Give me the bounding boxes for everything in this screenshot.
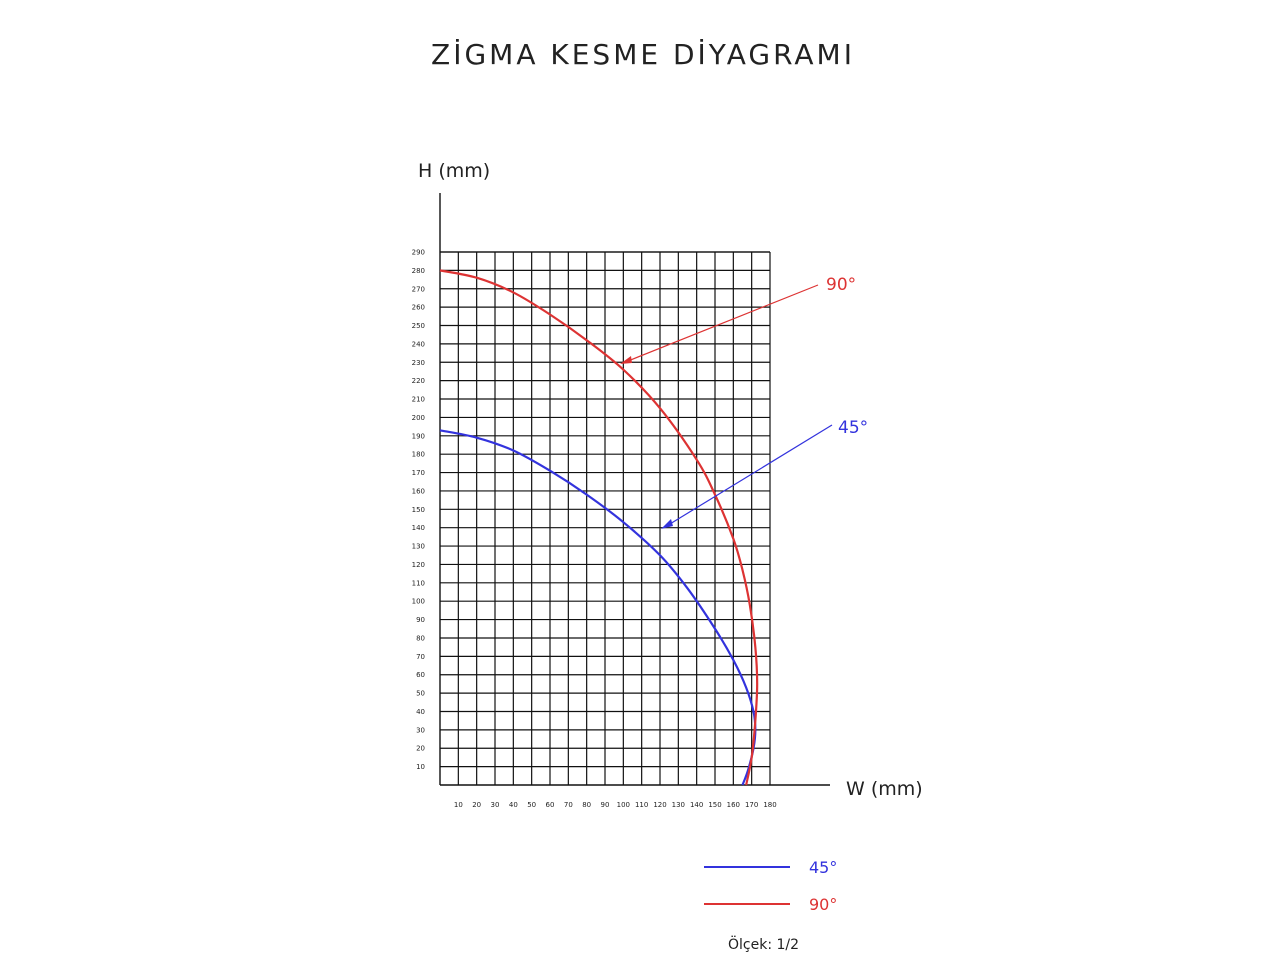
y-tick-label: 190 <box>411 432 425 441</box>
x-tick-labels <box>454 801 777 809</box>
callout-90-label: 90° <box>826 275 857 295</box>
chart-title: ZİGMA KESME DİYAGRAMI <box>431 38 855 71</box>
y-tick-label: 270 <box>411 285 425 294</box>
y-tick-label: 170 <box>411 469 425 478</box>
series-line-0 <box>440 430 755 785</box>
grid <box>440 252 770 785</box>
axes <box>440 193 830 785</box>
y-tick-label: 70 <box>416 652 425 661</box>
x-tick-label: 90 <box>600 801 610 809</box>
y-tick-label: 220 <box>411 377 425 386</box>
y-tick-label: 30 <box>416 726 425 735</box>
callout-45-leader <box>665 425 832 527</box>
y-tick-label: 120 <box>411 560 425 569</box>
y-tick-label: 40 <box>416 707 425 716</box>
y-tick-label: 140 <box>411 524 425 533</box>
y-tick-label: 100 <box>411 597 425 606</box>
x-tick-label: 150 <box>708 801 722 809</box>
y-axis-title: H (mm) <box>418 160 491 182</box>
callout-90-leader <box>623 285 818 363</box>
y-tick-label: 80 <box>416 634 425 643</box>
y-tick-label: 20 <box>416 744 425 753</box>
y-tick-label: 180 <box>411 450 425 459</box>
y-tick-labels <box>412 249 425 772</box>
y-tick-label: 210 <box>411 395 425 404</box>
legend <box>704 858 837 914</box>
legend-label-45: 45° <box>809 858 838 877</box>
y-tick-label: 200 <box>411 413 425 422</box>
x-tick-label: 10 <box>453 801 463 809</box>
y-tick-label: 90 <box>416 616 425 625</box>
x-tick-label: 100 <box>616 801 631 809</box>
x-axis-title: W (mm) <box>846 778 923 800</box>
callout-90-arrowhead <box>620 356 632 364</box>
y-tick-label: 160 <box>411 487 425 496</box>
y-tick-label: 60 <box>416 671 425 680</box>
x-tick-label: 170 <box>744 801 759 809</box>
y-tick-label: 50 <box>416 689 425 698</box>
x-tick-label: 50 <box>527 801 537 809</box>
x-tick-label: 160 <box>726 801 741 809</box>
y-tick-label: 290 <box>411 248 425 257</box>
y-tick-label: 150 <box>411 505 425 514</box>
legend-label-90: 90° <box>809 895 838 914</box>
x-tick-label: 130 <box>671 801 686 809</box>
scale-note: Ölçek: 1/2 <box>728 937 800 953</box>
y-tick-label: 230 <box>411 358 425 367</box>
x-tick-label: 20 <box>472 801 482 809</box>
x-tick-label: 70 <box>563 801 573 809</box>
y-tick-label: 260 <box>411 303 425 312</box>
x-tick-label: 60 <box>545 801 555 809</box>
x-tick-label: 140 <box>689 801 704 809</box>
y-tick-label: 130 <box>411 542 425 551</box>
x-tick-label: 30 <box>490 801 500 809</box>
x-tick-label: 80 <box>582 801 592 809</box>
y-tick-label: 10 <box>416 763 425 772</box>
x-tick-label: 120 <box>653 801 667 809</box>
x-tick-label: 40 <box>508 801 518 809</box>
y-tick-label: 110 <box>411 579 425 588</box>
y-tick-label: 250 <box>411 322 425 331</box>
y-tick-label: 240 <box>411 340 425 349</box>
callout-45-label: 45° <box>838 418 869 438</box>
y-tick-label: 280 <box>411 266 425 275</box>
x-tick-label: 180 <box>763 801 777 809</box>
x-tick-label: 110 <box>634 801 649 809</box>
